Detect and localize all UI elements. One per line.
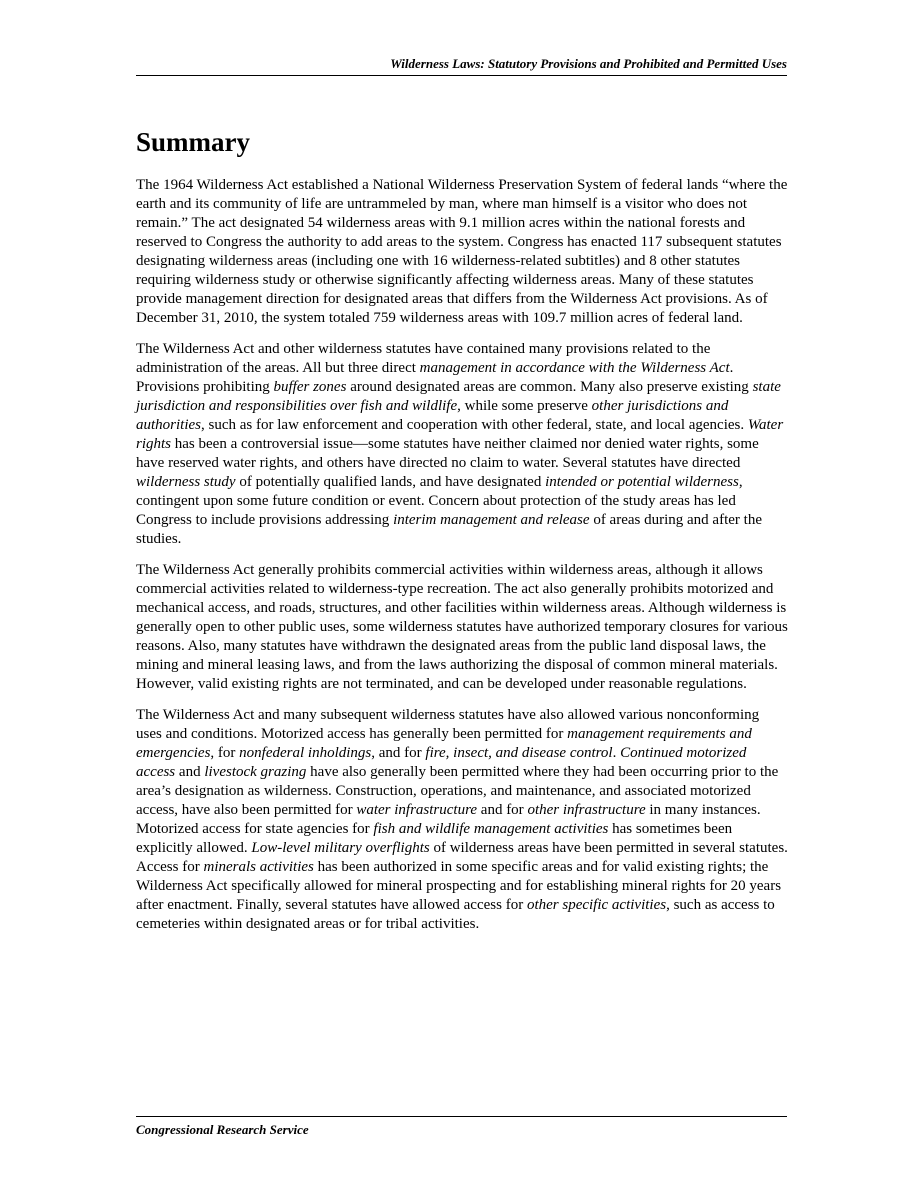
emphasized-text: minerals activities xyxy=(203,859,314,875)
emphasized-text: nonfederal inholdings xyxy=(239,745,372,761)
text-run: and for xyxy=(477,802,528,818)
text-run: , while some preserve xyxy=(457,398,592,414)
emphasized-text: management requirements and emergencies xyxy=(136,726,752,761)
text-run: and xyxy=(175,764,205,780)
emphasized-text: Low-level military overflights xyxy=(251,840,430,856)
emphasized-text: interim management and release xyxy=(393,512,590,528)
emphasized-text: wilderness study xyxy=(136,474,236,490)
text-run: has been authorized in some specific areas and for valid existing rights; the Wilderness Act specifically allowed for mineral prospecting and for establishing mineral rights for 20 years after enactment. Finally, several statutes have allowed access for xyxy=(136,859,782,913)
text-run: The Wilderness Act and many subsequent wilderness statutes have also allowed various nonconforming uses and conditions. Motorized access has generally been permitted for xyxy=(136,707,760,742)
text-run: . xyxy=(612,745,621,761)
body-paragraph xyxy=(136,706,788,934)
emphasized-text: fire, insect, and disease control xyxy=(425,745,613,761)
text-run: in many instances. Motorized access for state agencies for xyxy=(136,802,761,837)
text-run: has sometimes been explicitly allowed. xyxy=(136,821,733,856)
emphasized-text: other jurisdictions and authorities xyxy=(136,398,729,433)
page-title: Summary xyxy=(136,127,250,157)
emphasized-text: other infrastructure xyxy=(527,802,646,818)
text-run: have also generally been permitted where they had been occurring prior to the area’s designation as wilderness. Construction, operations, and maintenance, and associated motorized access, have also been permitted for xyxy=(136,764,779,818)
text-run: The 1964 Wilderness Act established a National Wilderness Preservation System of federal lands “where the earth and its community of life are untrammeled by man, where man himself is a visitor who does not remain.” The act designated 54 wilderness areas with 9.1 million acres within the national forests and reserved to Congress the authority to add areas to the system. Congress has enacted 117 subsequent statutes designating wilderness areas (including one with 16 wilderness-related subtitles) and 8 other statutes requiring wilderness study or otherwise significantly affecting wilderness areas. Many of these statutes provide management direction for designated areas that differs from the Wilderness Act provisions. As of December 31, 2010, the system totaled 759 wilderness areas with 109.7 million acres of federal land. xyxy=(136,177,788,326)
emphasized-text: Continued motorized access xyxy=(136,745,747,780)
text-run: . Provisions prohibiting xyxy=(136,360,734,395)
emphasized-text: management in accordance with the Wilderness Act xyxy=(419,360,730,376)
text-run: , and for xyxy=(371,745,426,761)
body-paragraph xyxy=(136,176,788,328)
emphasized-text: Water rights xyxy=(136,417,784,452)
text-run: , contingent upon some future condition or event. Concern about protection of the study areas has led Congress to include provisions addressing xyxy=(136,474,743,528)
text-run: , such as for law enforcement and cooperation with other federal, state, and local agencies. xyxy=(201,417,748,433)
footer: Congressional Research Service xyxy=(136,1116,787,1138)
body-paragraph xyxy=(136,561,788,694)
emphasized-text: other specific activities xyxy=(526,897,667,913)
text-run: The Wilderness Act and other wilderness statutes have contained many provisions related to the administration of the areas. All but three direct xyxy=(136,341,711,376)
emphasized-text: buffer zones xyxy=(273,379,347,395)
text-run: of wilderness areas have been permitted in several statutes. Access for xyxy=(136,840,788,875)
text-run: of potentially qualified lands, and have designated xyxy=(235,474,546,490)
text-run: around designated areas are common. Many also preserve existing xyxy=(346,379,753,395)
text-run: , for xyxy=(210,745,240,761)
emphasized-text: fish and wildlife management activities xyxy=(373,821,609,837)
emphasized-text: water infrastructure xyxy=(356,802,478,818)
emphasized-text: livestock grazing xyxy=(204,764,307,780)
text-run: of areas during and after the studies. xyxy=(136,512,762,547)
emphasized-text: intended or potential wilderness xyxy=(545,474,739,490)
text-run: The Wilderness Act generally prohibits commercial activities within wilderness areas, although it allows commercial activities related to wilderness-type recreation. The act also generally prohibits motorized and mechanical access, and roads, structures, and other facilities within wilderness areas. Although wilderness is generally open to other public uses, some wilderness statutes have authorized temporary closures for various reasons. Also, many statutes have withdrawn the designated areas from the public land disposal laws, the mining and mineral leasing laws, and from the laws authorizing the disposal of common mineral materials. However, valid existing rights are not terminated, and can be developed under reasonable regulations. xyxy=(136,562,788,692)
running-header: Wilderness Laws: Statutory Provisions and Prohibited and Permitted Uses xyxy=(136,56,787,76)
text-run: has been a controversial issue—some statutes have neither claimed nor denied water rights, some have reserved water rights, and others have directed no claim to water. Several statutes have directed xyxy=(136,436,759,471)
emphasized-text: state jurisdiction and responsibilities over fish and wildlife xyxy=(136,379,781,414)
summary-body xyxy=(136,176,788,946)
text-run: , such as access to cemeteries within designated areas or for tribal activities. xyxy=(136,897,775,932)
body-paragraph xyxy=(136,340,788,549)
